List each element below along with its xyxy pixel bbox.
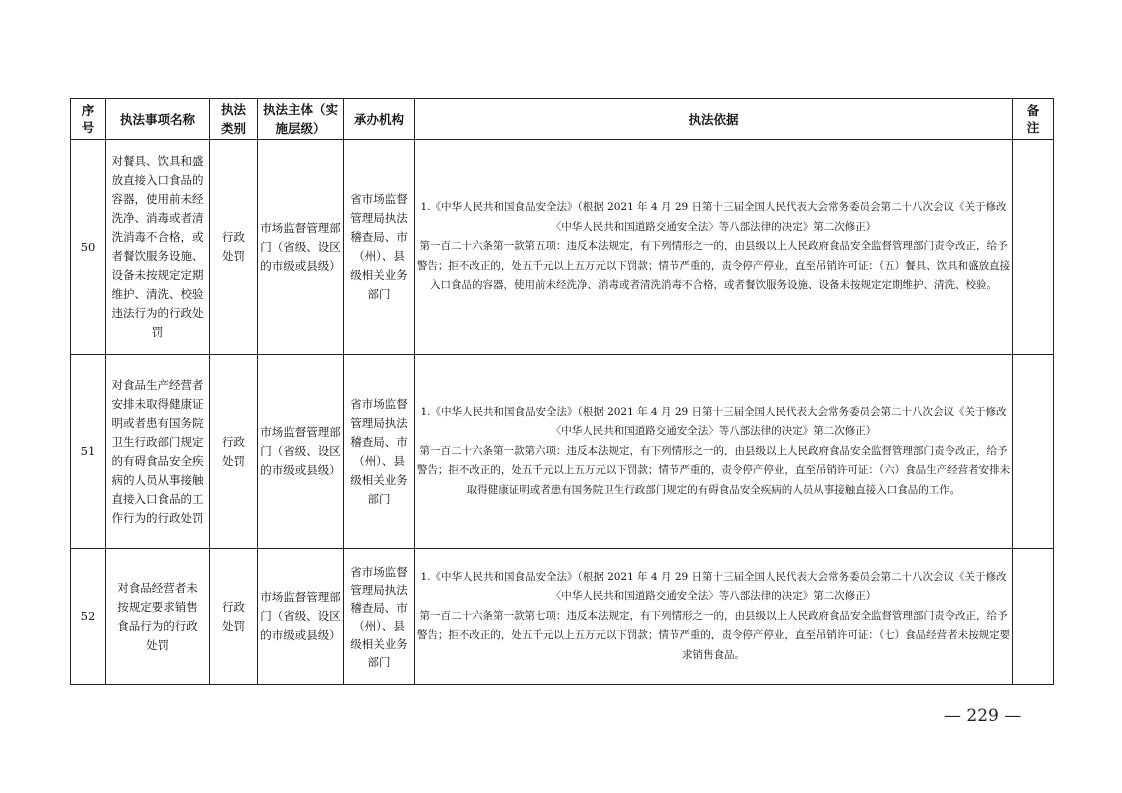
table-row <box>71 355 1054 549</box>
handling-agency: 省市场监督管理局执法稽查局、市（州）、县级相关业务部门 <box>344 140 415 355</box>
enforcement-category: 行政处罚 <box>210 549 258 685</box>
header-remark: 备注 <box>1013 99 1054 140</box>
basis-law: 1.《中华人民共和国食品安全法》（根据 2021 年 4 月 29 日第十三届全国人民代表大会常务委员会第二十八次会议《关于修改〈中华人民共和国道路交通安全法〉等八部法律的决定》第二次修正） <box>420 201 1007 233</box>
item-name: 对餐具、饮具和盛放直接入口食品的容器，使用前未经洗净、消毒或者清洗消毒不合格，或者餐饮服务设施、设备未按规定定期维护、清洗、校验违法行为的行政处罚 <box>106 140 210 355</box>
enforcement-table <box>70 98 1054 685</box>
row-number: 50 <box>71 140 106 355</box>
header-subject: 执法主体（实施层级） <box>258 99 344 140</box>
row-number: 51 <box>71 355 106 549</box>
item-name: 对食品生产经营者安排未取得健康证明或者患有国务院卫生行政部门规定的有碍食品安全疾病的人员从事接触直接入口食品的工作行为的行政处罚 <box>106 355 210 549</box>
remark <box>1013 140 1054 355</box>
header-agency: 承办机构 <box>344 99 415 140</box>
basis-article: 第一百二十六条第一款第五项：违反本法规定，有下列情形之一的，由县级以上人民政府食品安全监督管理部门责令改正，给予警告；拒不改正的，处五千元以上五万元以下罚款；情节严重的，责令停产停业，直至吊销许可证：（五）餐具、饮具和盛放直接入口食品的容器，使用前未经洗净、消毒或者清洗消毒不合格，或者餐饮服务设施、设备未按规定定期维护、清洗、校验。 <box>416 240 1011 292</box>
row-number: 52 <box>71 549 106 685</box>
enforcement-category: 行政处罚 <box>210 355 258 549</box>
legal-basis <box>415 355 1013 549</box>
table-row <box>71 140 1054 355</box>
basis-article: 第一百二十六条第一款第六项：违反本法规定，有下列情形之一的，由县级以上人民政府食品安全监督管理部门责令改正，给予警告；拒不改正的，处五千元以上五万元以下罚款；情节严重的，责令停产停业，直至吊销许可证：（六）食品生产经营者安排未取得健康证明或者患有国务院卫生行政部门规定的有碍食品安全疾病的人员从事接触直接入口食品的工作。 <box>416 444 1011 496</box>
remark <box>1013 355 1054 549</box>
enforcement-subject: 市场监督管理部门（省级、设区的市级或县级） <box>258 355 344 549</box>
header-name: 执法事项名称 <box>106 99 210 140</box>
basis-article: 第一百二十六条第一款第七项：违反本法规定，有下列情形之一的，由县级以上人民政府食品安全监督管理部门责令改正，给予警告；拒不改正的，处五千元以上五万元以下罚款；情节严重的，责令停产停业，直至吊销许可证：（七）食品经营者未按规定要求销售食品。 <box>416 609 1011 661</box>
header-no: 序号 <box>71 99 106 140</box>
page-number: — 229 — <box>944 706 1022 726</box>
handling-agency: 省市场监督管理局执法稽查局、市（州）、县级相关业务部门 <box>344 355 415 549</box>
enforcement-category: 行政处罚 <box>210 140 258 355</box>
enforcement-subject: 市场监督管理部门（省级、设区的市级或县级） <box>258 140 344 355</box>
item-name: 对食品经营者未按规定要求销售食品行为的行政处罚 <box>106 549 210 685</box>
header-row <box>71 99 1054 140</box>
enforcement-subject: 市场监督管理部门（省级、设区的市级或县级） <box>258 549 344 685</box>
table-row <box>71 549 1054 685</box>
header-category: 执法类别 <box>210 99 258 140</box>
remark <box>1013 549 1054 685</box>
basis-law: 1.《中华人民共和国食品安全法》（根据 2021 年 4 月 29 日第十三届全国人民代表大会常务委员会第二十八次会议《关于修改〈中华人民共和国道路交通安全法〉等八部法律的决定》第二次修正） <box>420 570 1007 603</box>
legal-basis <box>415 549 1013 685</box>
handling-agency: 省市场监督管理局执法稽查局、市（州）、县级相关业务部门 <box>344 549 415 685</box>
legal-basis <box>415 140 1013 355</box>
basis-law: 1.《中华人民共和国食品安全法》（根据 2021 年 4 月 29 日第十三届全国人民代表大会常务委员会第二十八次会议《关于修改〈中华人民共和国道路交通安全法〉等八部法律的决定》第二次修正） <box>420 405 1007 438</box>
header-basis: 执法依据 <box>415 99 1013 140</box>
